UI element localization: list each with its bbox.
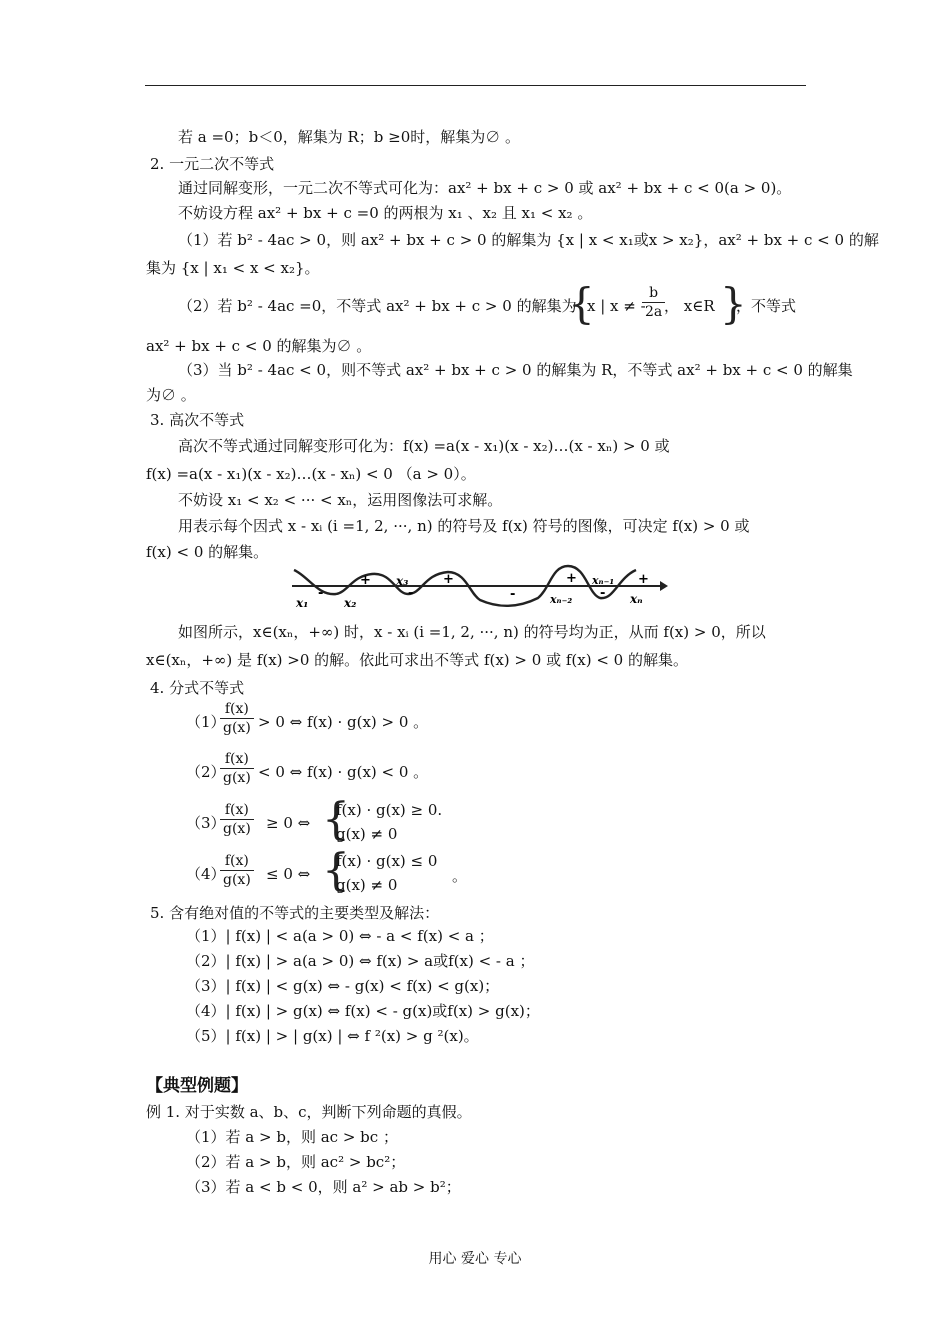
minus-sign: -	[510, 587, 516, 602]
plus-sign: +	[638, 572, 649, 587]
frac-item-4-fraction	[220, 852, 254, 889]
graph-axis-arrow	[660, 581, 668, 591]
sec2-p4a: （2）若 b² - 4ac =0，不等式 ax² + bx + c > 0 的解集为	[178, 297, 577, 315]
set-left-brace: {	[568, 279, 595, 328]
example-1-item-2: （2）若 a > b，则 ac² > bc²；	[186, 1153, 406, 1171]
page-footer: 用心 爱心 专心	[428, 1251, 522, 1267]
frac-item-4-end: 。	[452, 867, 468, 885]
minus-sign: -	[408, 586, 414, 601]
minus-sign: -	[600, 586, 606, 601]
sec3-p3b: f(x) < 0 的解集。	[146, 543, 269, 561]
frac-item-4-relation: ≤ 0 ⇔	[266, 865, 311, 883]
frac-item-4-case1: f(x) · g(x) ≤ 0	[336, 852, 438, 870]
set-right-brace: }	[720, 279, 747, 328]
example-1-prompt: 例 1. 对于实数 a、b、c，判断下列命题的真假。	[146, 1103, 472, 1121]
section-4-title: 4. 分式不等式	[150, 679, 245, 697]
sec3-p3a: 用表示每个因式 x - xᵢ (i =1, 2, ···, n) 的符号及 f(x) 符号的图像，可决定 f(x) > 0 或	[178, 517, 750, 535]
frac-item-1-fraction	[220, 700, 254, 737]
frac-item-2-relation: < 0 ⇔ f(x) · g(x) < 0 。	[258, 763, 429, 781]
plus-sign: +	[566, 571, 577, 586]
example-1-item-1: （1）若 a > b，则 ac > bc ；	[186, 1128, 398, 1146]
graph-label-xn-1: xₙ₋₁	[592, 574, 615, 587]
sec3-p4b: x∈(xₙ，+∞) 是 f(x) >0 的解。依此可求出不等式 f(x) > 0 或 f(x) < 0 的解集。	[146, 651, 688, 669]
abs-item-2: （2）| f(x) | > a(a > 0) ⇔ f(x) > a或f(x) < - a ；	[186, 952, 535, 970]
frac-item-3-case1: f(x) · g(x) ≥ 0.	[336, 801, 443, 819]
intro-line: 若 a =0；b＜0，解集为 R；b ≥0时，解集为∅ 。	[178, 128, 521, 146]
sign-graph	[288, 564, 668, 614]
case-brace: {	[322, 794, 350, 845]
abs-item-3: （3）| f(x) | < g(x) ⇔ - g(x) < f(x) < g(x)；	[186, 977, 500, 995]
fraction-denominator: g(x)	[223, 770, 251, 786]
frac-item-3-label: （3）	[186, 814, 226, 832]
minus-sign: -	[318, 586, 324, 601]
frac-item-3-relation: ≥ 0 ⇔	[266, 814, 311, 832]
graph-label-xn: xₙ	[630, 592, 643, 606]
section-5-title: 5. 含有绝对值的不等式的主要类型及解法：	[150, 904, 440, 922]
fraction-denominator: g(x)	[223, 821, 251, 837]
sec2-p1: 通过同解变形，一元二次不等式可化为：ax² + bx + c > 0 或 ax² + bx + c < 0(a > 0)。	[178, 179, 792, 197]
graph-label-xn-2: xₙ₋₂	[550, 593, 573, 606]
sec2-p4-set: x | x ≠ -	[587, 297, 646, 315]
frac-item-4-case2: g(x) ≠ 0	[336, 876, 398, 894]
fraction-denominator: 2a	[645, 304, 663, 320]
frac-item-3-fraction	[220, 801, 254, 838]
frac-item-4-label: （4）	[186, 865, 226, 883]
fraction-numerator: f(x)	[220, 801, 254, 820]
examples-heading: 【典型例题】	[146, 1076, 248, 1096]
plus-sign: +	[360, 573, 371, 588]
fraction-numerator: f(x)	[220, 852, 254, 871]
section-2-title: 2. 一元二次不等式	[150, 155, 275, 173]
fraction-denominator: g(x)	[223, 720, 251, 736]
frac-item-3-case2: g(x) ≠ 0	[336, 825, 398, 843]
sec2-p3a: （1）若 b² - 4ac > 0，则 ax² + bx + c > 0 的解集为 {x | x < x₁或x > x₂}，ax² + bx + c < 0 的解	[178, 231, 879, 249]
plus-sign: +	[443, 572, 454, 587]
example-1-item-3: （3）若 a < b < 0，则 a² > ab > b²；	[186, 1178, 461, 1196]
sec3-p1b: f(x) =a(x - x₁)(x - x₂)…(x - xₙ) < 0 （a > 0）。	[146, 465, 476, 483]
frac-item-2-fraction	[220, 750, 254, 787]
header-rule	[145, 85, 806, 86]
graph-label-x2: x₂	[344, 596, 357, 610]
sec2-p3b: 集为 {x | x₁ < x < x₂}。	[146, 259, 320, 277]
sec3-p1a: 高次不等式通过同解变形可化为：f(x) =a(x - x₁)(x - x₂)…(x - xₙ) > 0 或	[178, 437, 670, 455]
abs-item-1: （1）| f(x) | < a(a > 0) ⇔ - a < f(x) < a ；	[186, 927, 494, 945]
sec2-p5b: 为∅ 。	[146, 386, 196, 404]
sec3-p4a: 如图所示，x∈(xₙ，+∞) 时，x - xᵢ (i =1, 2, ···, n) 的符号均为正，从而 f(x) > 0，所以	[178, 623, 766, 641]
abs-item-4: （4）| f(x) | > g(x) ⇔ f(x) < - g(x)或f(x) > g(x)；	[186, 1002, 540, 1020]
sec2-p2: 不妨设方程 ax² + bx + c =0 的两根为 x₁ 、x₂ 且 x₁ < x₂ 。	[178, 204, 593, 222]
fraction-numerator: b	[642, 284, 665, 303]
frac-item-1-label: （1）	[186, 713, 226, 731]
frac-item-2-label: （2）	[186, 763, 226, 781]
sec2-p4-tail: ， x∈R	[664, 297, 715, 315]
graph-label-x3: x₃	[396, 574, 409, 588]
abs-item-5: （5）| f(x) | > | g(x) | ⇔ f ²(x) > g ²(x)。	[186, 1027, 479, 1045]
section-3-title: 3. 高次不等式	[150, 411, 245, 429]
sec2-p5a: （3）当 b² - 4ac < 0，则不等式 ax² + bx + c > 0 的解集为 R，不等式 ax² + bx + c < 0 的解集	[178, 361, 853, 379]
case-brace: {	[322, 845, 350, 896]
graph-label-x1: x₁	[296, 596, 309, 610]
fraction-numerator: f(x)	[220, 750, 254, 769]
sec2-p4-fraction	[642, 284, 665, 321]
sec3-p2: 不妨设 x₁ < x₂ < ··· < xₙ，运用图像法可求解。	[178, 491, 503, 509]
fraction-numerator: f(x)	[220, 700, 254, 719]
fraction-denominator: g(x)	[223, 872, 251, 888]
sec2-p4b: ax² + bx + c < 0 的解集为∅ 。	[146, 337, 372, 355]
frac-item-1-relation: > 0 ⇔ f(x) · g(x) > 0 。	[258, 713, 429, 731]
sec2-p4-after: ，不等式	[736, 297, 797, 315]
